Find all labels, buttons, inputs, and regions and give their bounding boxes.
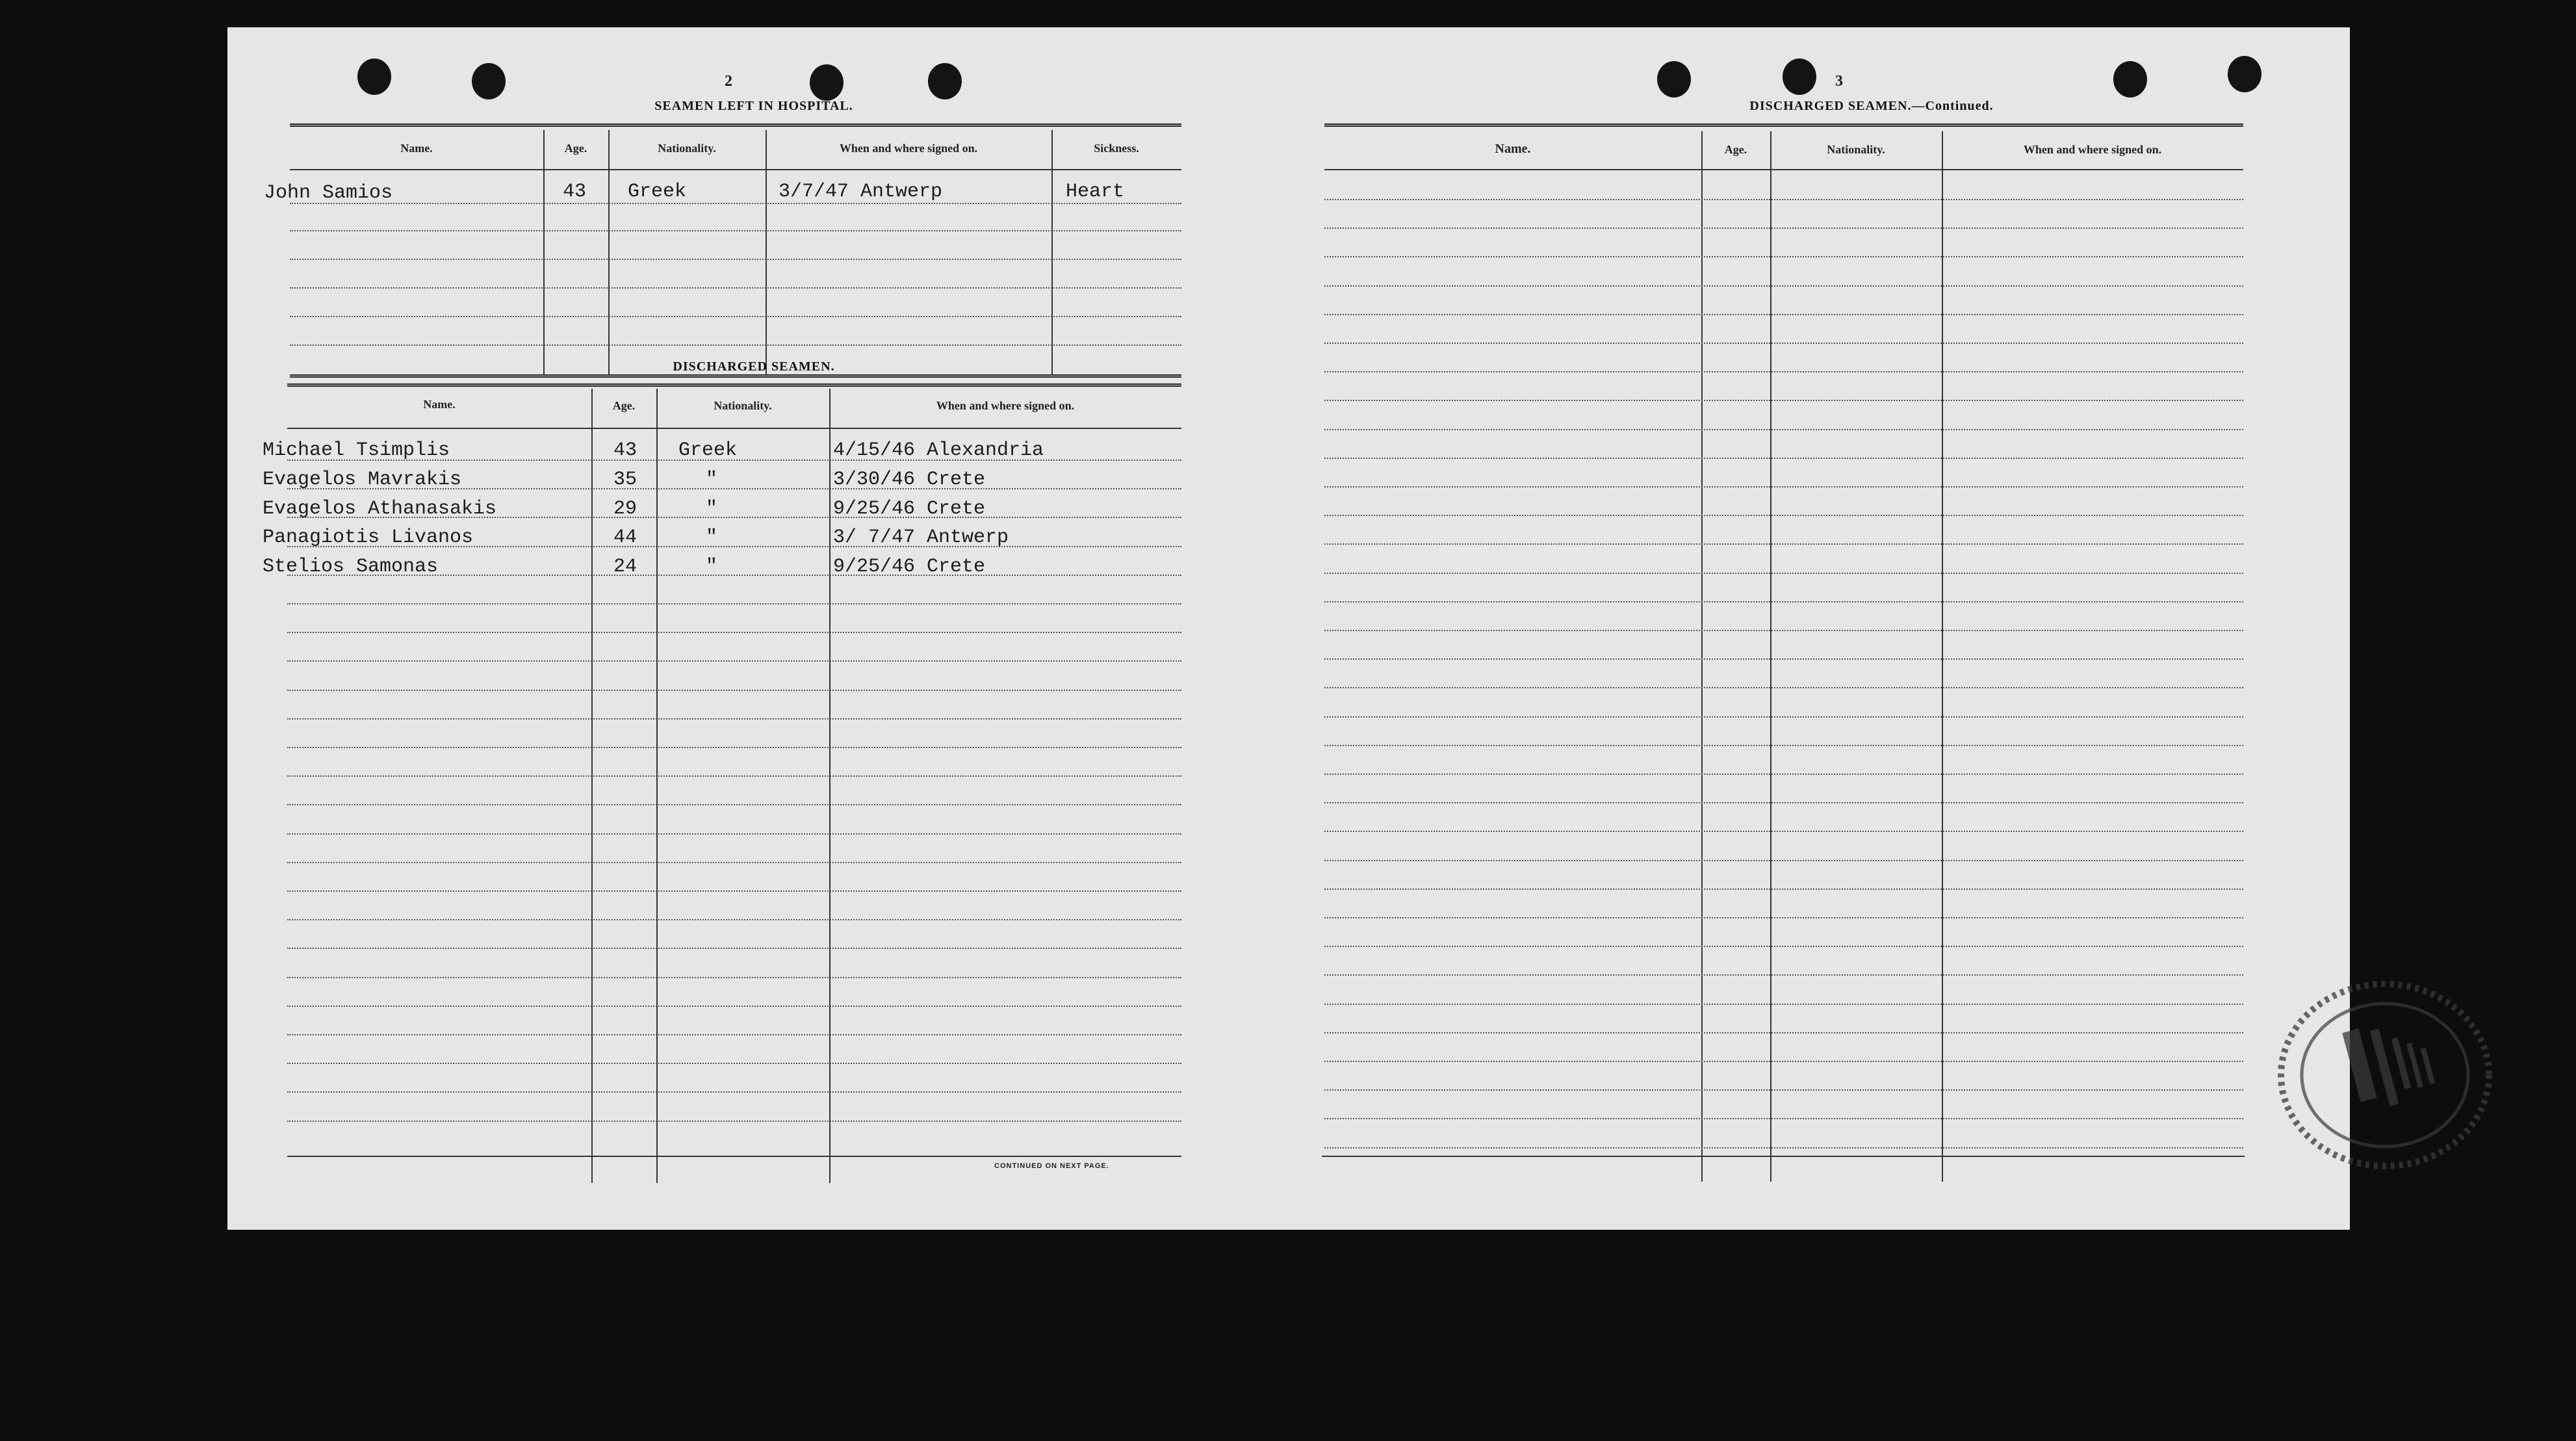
ruled-line: [287, 1121, 1181, 1122]
ruled-line: [287, 977, 1181, 978]
ruled-line: [287, 804, 1181, 805]
ruled-line: [1324, 601, 2243, 603]
discharged-nationality: ": [706, 469, 718, 491]
punch-hole: [2228, 56, 2261, 92]
discharged-header-age: Age.: [612, 399, 636, 412]
ruled-line: [1324, 860, 2243, 861]
ruled-line: [287, 718, 1181, 720]
ruled-line: [1324, 573, 2243, 574]
discharged-nationality: Greek: [678, 439, 738, 461]
discharged-nationality: ": [706, 498, 718, 520]
discharged-header-signed: When and where signed on.: [936, 399, 1075, 412]
discharged-age: 43: [613, 439, 638, 461]
ruled-line: [1324, 285, 2243, 287]
discharged-signed: 4/15/46 Alexandria: [833, 439, 1044, 461]
hospital-age: 43: [563, 181, 587, 203]
punch-hole: [357, 58, 391, 95]
ruled-line: [287, 1006, 1181, 1007]
ruled-line: [1324, 515, 2243, 516]
continued-note: CONTINUED ON NEXT PAGE.: [994, 1162, 1109, 1170]
right-header-nationality: Nationality.: [1827, 143, 1885, 156]
ruled-line: [1324, 745, 2243, 746]
discharged-signed: 9/25/46 Crete: [833, 556, 986, 578]
right-header-signed: When and where signed on.: [2023, 143, 2162, 156]
postmark-stamp: [2274, 978, 2495, 1173]
punch-hole: [810, 64, 844, 101]
punch-hole: [928, 63, 962, 99]
ruled-line: [1324, 773, 2243, 775]
ruled-line: [1324, 1118, 2243, 1119]
hospital-header-nationality: Nationality.: [658, 142, 716, 155]
ruled-line: [1324, 543, 2243, 545]
ruled-line: [287, 690, 1181, 691]
ruled-line: [1324, 974, 2243, 976]
ruled-line: [1324, 831, 2243, 832]
ruled-line: [1324, 343, 2243, 344]
discharged-section-title: DISCHARGED SEAMEN.: [673, 359, 835, 374]
right-header-age: Age.: [1724, 143, 1747, 156]
ruled-line: [1324, 199, 2243, 200]
ruled-line: [287, 747, 1181, 748]
punch-hole: [472, 63, 506, 99]
ruled-line: [1324, 687, 2243, 688]
discharged-nationality: ": [706, 526, 718, 549]
ruled-line: [1324, 1004, 2243, 1005]
discharged-name: Evagelos Athanasakis: [263, 498, 497, 520]
ruled-line: [287, 919, 1181, 920]
ruled-line: [1324, 314, 2243, 315]
discharged-age: 35: [613, 469, 638, 491]
hospital-header-age: Age.: [564, 142, 587, 155]
hospital-name: John Samios: [264, 182, 393, 204]
ruled-line: [287, 833, 1181, 835]
discharged-age: 29: [613, 498, 638, 520]
ruled-line: [1324, 256, 2243, 257]
punch-hole: [1783, 58, 1816, 95]
discharged-name: Stelios Samonas: [263, 556, 439, 578]
ruled-line: [1324, 371, 2243, 372]
hospital-header-sickness: Sickness.: [1094, 142, 1139, 155]
right-section-title: DISCHARGED SEAMEN.—Continued.: [1749, 99, 1994, 113]
ruled-line: [1324, 1061, 2243, 1062]
hospital-signed: 3/7/47 Antwerp: [779, 181, 943, 203]
ruled-line: [1324, 400, 2243, 401]
hospital-section-title: SEAMEN LEFT IN HOSPITAL.: [654, 99, 853, 113]
ruled-line: [1324, 802, 2243, 803]
ruled-line: [1324, 889, 2243, 890]
ruled-line: [1324, 716, 2243, 718]
ruled-line: [287, 603, 1181, 604]
ruled-line: [287, 948, 1181, 949]
ruled-line: [1324, 658, 2243, 660]
ruled-line: [287, 1091, 1181, 1093]
discharged-age: 24: [613, 556, 638, 578]
discharged-signed: 9/25/46 Crete: [833, 498, 986, 520]
ruled-line: [1324, 630, 2243, 631]
discharged-header-name: Name.: [423, 398, 456, 411]
right-page-number: 3: [1835, 73, 1843, 90]
hospital-nationality: Greek: [628, 181, 687, 203]
ruled-line: [287, 632, 1181, 633]
discharged-signed: 3/30/46 Crete: [833, 469, 986, 491]
ruled-line: [1324, 1032, 2243, 1033]
discharged-name: Panagiotis Livanos: [263, 526, 474, 549]
ruled-line: [1324, 429, 2243, 430]
discharged-name: Michael Tsimplis: [263, 439, 450, 461]
punch-hole: [1657, 61, 1691, 97]
ruled-line: [1324, 1089, 2243, 1091]
document-sheet: [227, 27, 2350, 1230]
hospital-sickness: Heart: [1066, 181, 1125, 203]
ruled-line: [287, 1034, 1181, 1035]
ruled-line: [1324, 946, 2243, 947]
ruled-line: [1324, 227, 2243, 229]
punch-hole: [2113, 61, 2147, 97]
ruled-line: [287, 660, 1181, 662]
discharged-age: 44: [613, 526, 638, 549]
ruled-line: [1324, 1147, 2243, 1149]
hospital-header-signed: When and where signed on.: [839, 142, 978, 155]
discharged-header-nationality: Nationality.: [714, 399, 772, 412]
discharged-name: Evagelos Mavrakis: [263, 469, 462, 491]
left-page-number: 2: [725, 73, 732, 90]
ruled-line: [287, 1063, 1181, 1064]
ruled-line: [1324, 917, 2243, 918]
right-header-name: Name.: [1495, 142, 1531, 156]
discharged-nationality: ": [706, 556, 718, 578]
hospital-header-name: Name.: [400, 142, 433, 155]
ruled-line: [287, 862, 1181, 863]
ruled-line: [287, 775, 1181, 777]
discharged-signed: 3/ 7/47 Antwerp: [833, 526, 1009, 549]
ruled-line: [287, 890, 1181, 892]
ruled-line: [1324, 458, 2243, 459]
ruled-line: [1324, 486, 2243, 487]
